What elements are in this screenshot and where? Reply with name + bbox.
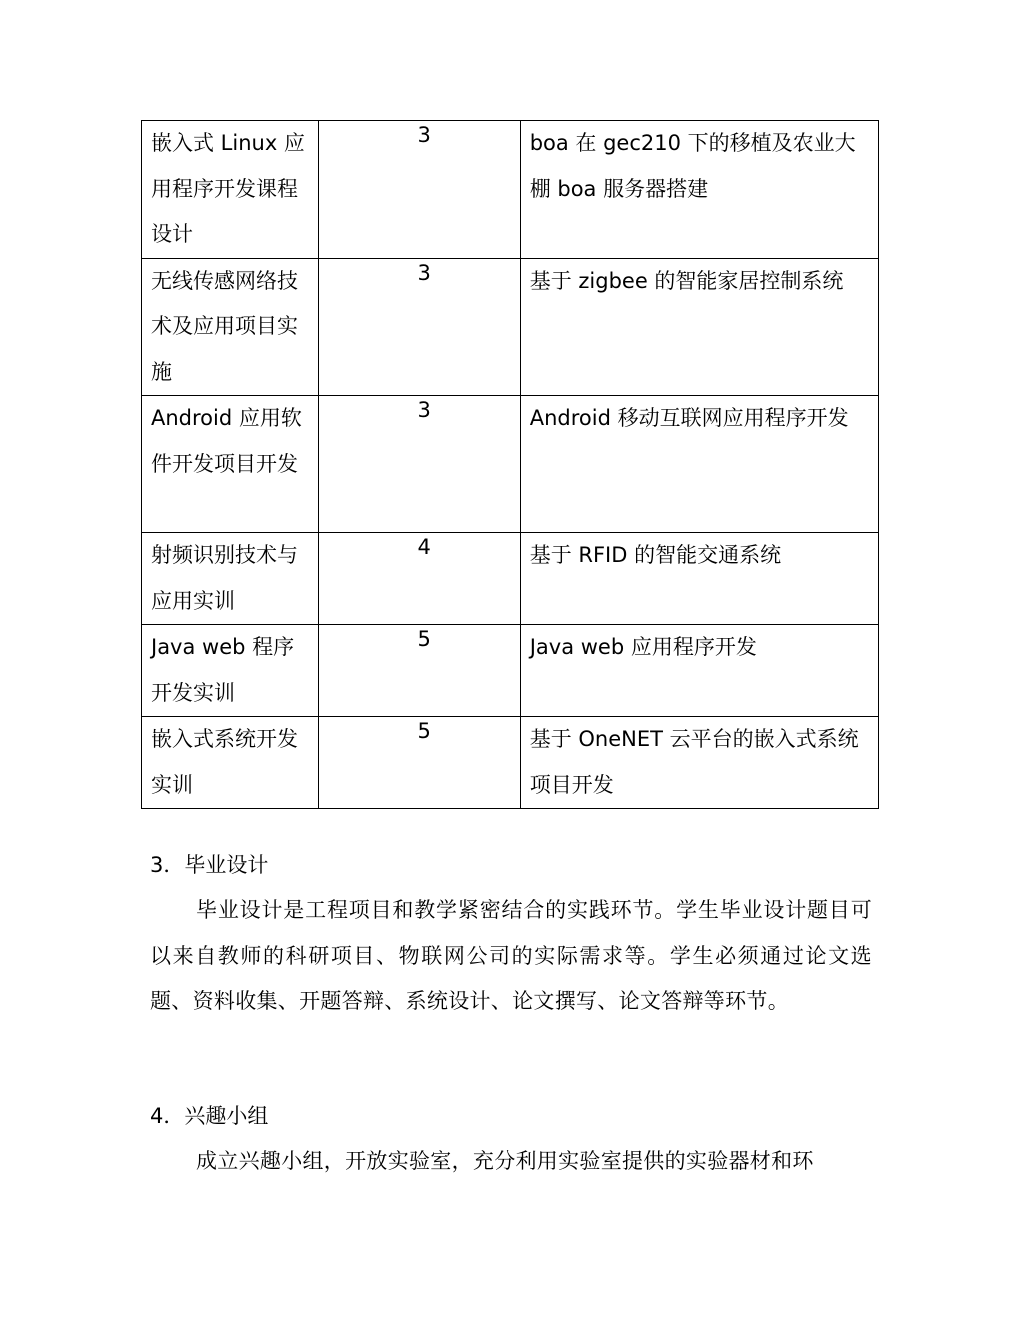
- table-row: [142, 121, 879, 259]
- weeks-cell: [318, 121, 520, 259]
- weeks-cell: [318, 396, 520, 533]
- table-row: [142, 533, 879, 625]
- weeks-cell: [318, 625, 520, 717]
- table-row: [142, 258, 879, 396]
- project-cell: 基于 OneNET 云平台的嵌入式系统项目开发: [520, 717, 878, 809]
- table-row: [142, 717, 879, 809]
- table-row: [142, 625, 879, 717]
- project-cell: 基于 zigbee 的智能家居控制系统: [520, 258, 878, 396]
- project-cell: boa 在 gec210 下的移植及农业大棚 boa 服务器搭建: [520, 121, 878, 259]
- weeks-cell: [318, 717, 520, 809]
- project-cell: 基于 RFID 的智能交通系统: [520, 533, 878, 625]
- weeks-value: 4: [417, 535, 431, 559]
- course-name-cell: 嵌入式 Linux 应用程序开发课程设计: [142, 121, 319, 259]
- section-heading: 4．兴趣小组: [150, 1104, 269, 1128]
- project-cell: Java web 应用程序开发: [520, 625, 878, 717]
- course-name-cell: Java web 程序开发实训: [142, 625, 319, 717]
- weeks-value: 3: [417, 398, 431, 422]
- section-heading: 3．毕业设计: [150, 853, 269, 877]
- course-name-cell: 无线传感网络技术及应用项目实施: [142, 258, 319, 396]
- course-name-cell: 嵌入式系统开发实训: [142, 717, 319, 809]
- weeks-cell: [318, 258, 520, 396]
- weeks-value: 3: [417, 123, 431, 147]
- section-graduation-design: [150, 842, 872, 1025]
- section-paragraph: 毕业设计是工程项目和教学紧密结合的实践环节。学生毕业设计题目可以来自教师的科研项目、物联网公司的实际需求等。学生必须通过论文选题、资料收集、开题答辩、系统设计、论文撰写、论文答辩等环节。: [150, 898, 872, 1013]
- weeks-cell: [318, 533, 520, 625]
- project-cell: Android 移动互联网应用程序开发: [520, 396, 878, 533]
- weeks-value: 5: [417, 719, 431, 743]
- course-table: [141, 120, 879, 809]
- weeks-value: 3: [417, 260, 431, 285]
- weeks-value: 5: [417, 627, 431, 651]
- course-name-cell: Android 应用软件开发项目开发: [142, 396, 319, 533]
- section-interest-group: [150, 1093, 872, 1185]
- course-name-cell: 射频识别技术与应用实训: [142, 533, 319, 625]
- table-row: [142, 396, 879, 533]
- section-paragraph: 成立兴趣小组，开放实验室，充分利用实验室提供的实验器材和环: [196, 1149, 814, 1173]
